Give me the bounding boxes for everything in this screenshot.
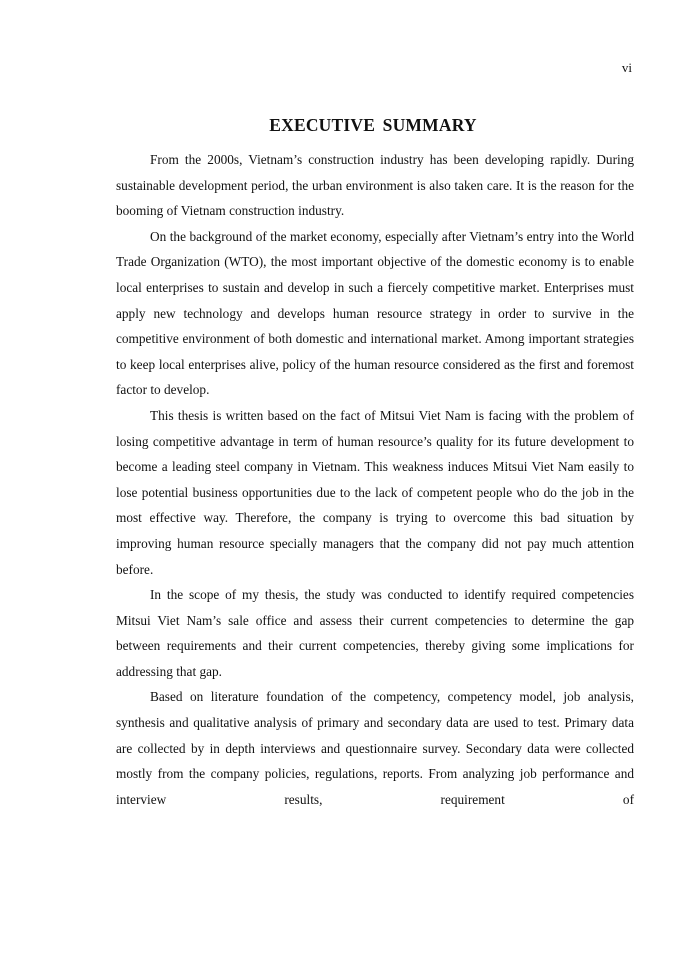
paragraph-5: Based on literature foundation of the competency, competency model, job analysis, synthesis and qualitative analysis of primary and secondary data are used to test. Primary data are collected by in depth interviews and questionnaire survey. Secondary data were collected mostly from the company policies, regulations, reports. From analyzing job performance and interview results, requirement of	[116, 689, 634, 807]
paragraph-3: This thesis is written based on the fact of Mitsui Viet Nam is facing with the problem of losing competitive advantage in term of human resource’s quality for its future development to become a leading steel company in Vietnam. This weakness induces Mitsui Viet Nam easily to lose potential business opportunities due to the lack of competent people who do the job in the most effective way. Therefore, the company is trying to overcome this bad situation by improving human resource specially managers that the company did not pay much attention before.	[116, 407, 634, 577]
paragraph-4: In the scope of my thesis, the study was conducted to identify required competencies Mitsui Viet Nam’s sale office and assess their current competencies to determine the gap between requirements and their current competencies, thereby giving some implications for addressing that gap.	[116, 587, 634, 679]
paragraph-1: From the 2000s, Vietnam’s construction industry has been developing rapidly. During sustainable development period, the urban environment is also taken care. It is the reason for the booming of Vietnam construction industry.	[116, 152, 634, 219]
paragraph-2: On the background of the market economy, especially after Vietnam’s entry into the World Trade Organization (WTO), the most important objective of the domestic economy is to enable local enterprises to sustain and develop in such a fiercely competitive market. Enterprises must apply new technology and develops human resource strategy in order to survive in the competitive environment of both domestic and international market. Among important strategies to keep local enterprises alive, policy of the human resource considered as the first and foremost factor to develop.	[116, 228, 634, 398]
body-text	[116, 147, 634, 812]
page-title: EXECUTIVE SUMMARY	[269, 115, 477, 135]
page-number: vi	[621, 60, 632, 75]
